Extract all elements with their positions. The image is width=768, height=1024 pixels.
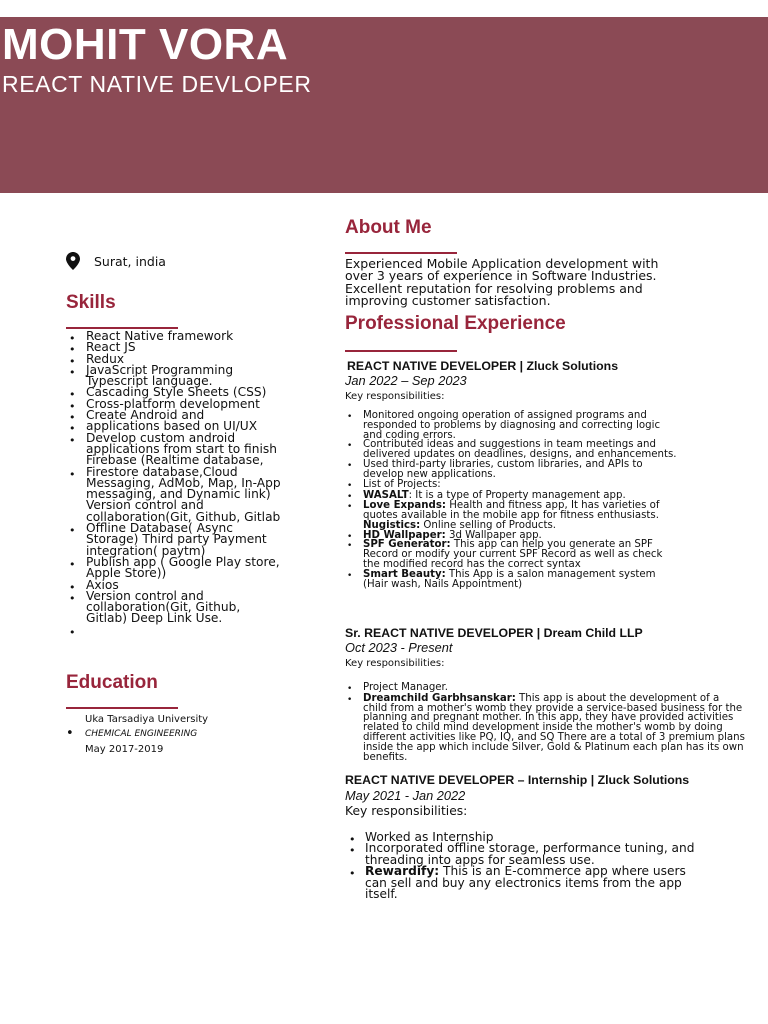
project-name: SPF Generator: bbox=[363, 539, 451, 551]
skill-item: • applications based on UI/UX bbox=[66, 421, 296, 432]
job-responsibilities-list bbox=[345, 832, 705, 900]
responsibility-text: : It is a type of Property management app. bbox=[408, 490, 626, 502]
education-underline bbox=[66, 707, 178, 709]
experience-underline bbox=[345, 350, 457, 352]
skill-item: integration( paytm) bbox=[86, 543, 206, 558]
page-top-margin bbox=[0, 0, 768, 17]
job-title: REACT NATIVE DEVELOPER | Zluck Solutions bbox=[347, 359, 619, 373]
project-name: HD Wallpaper: bbox=[363, 529, 446, 541]
candidate-role: REACT NATIVE DEVLOPER bbox=[2, 71, 312, 97]
responsibility-item bbox=[345, 480, 680, 490]
responsibility-text: Online selling of Products. bbox=[420, 519, 557, 531]
project-name: Nugistics: bbox=[363, 519, 421, 531]
skill-item: Gitlab) Deep Link Use. bbox=[86, 611, 223, 626]
key-responsibilities-label: Key responsibilities: bbox=[345, 658, 445, 669]
responsibility-text: 3d Wallpaper app. bbox=[445, 529, 542, 541]
key-responsibilities-label: Key responsibilities: bbox=[345, 804, 468, 818]
responsibility-text: Monitored ongoing operation of assigned programs and responded to problems by diagnosing and correcting logic and coding errors. bbox=[363, 410, 661, 441]
responsibility-item bbox=[345, 411, 680, 440]
skill-item: Typescript language. bbox=[86, 374, 213, 389]
education-heading: Education bbox=[66, 672, 158, 693]
job-responsibilities-list bbox=[345, 683, 745, 762]
responsibility-text: This app can help you generate an SPF Record or modify your current SPF Record as well as check the modified record has the correct syntax bbox=[363, 539, 663, 570]
location-pin-icon bbox=[66, 252, 80, 270]
education-bullet: • bbox=[66, 726, 74, 741]
skill-item: Version control and bbox=[86, 498, 204, 513]
responsibility-text: Worked as Internship bbox=[365, 830, 494, 844]
skill-item: Storage) Third party Payment bbox=[86, 532, 267, 547]
skill-item: • Develop custom android bbox=[66, 433, 296, 444]
responsibility-text: This app is about the development of a child from a mother's womb they provide a service-based business for the planning and pregnant mother. In this app, they have provided activities related to child mind development inside the mother's womb by doing different activities like PQ, IQ, and SQ There are a total of 3 premium plans inside the app which include Silver, Gold & Platinum each plan has its own benefits. bbox=[363, 692, 745, 763]
skill-item: • Offline Database( Async bbox=[66, 523, 296, 534]
responsibility-item bbox=[345, 694, 745, 763]
skill-item: • React Native framework bbox=[66, 331, 296, 342]
skill-item: Firebase (Realtime database, bbox=[86, 453, 264, 468]
skill-item: applications from start to finish bbox=[86, 441, 277, 456]
education-dates: May 2017-2019 bbox=[85, 744, 164, 755]
job-dates: Jan 2022 – Sep 2023 bbox=[345, 373, 467, 388]
responsibility-item bbox=[345, 570, 680, 590]
skill-item: Apple Store)) bbox=[86, 566, 167, 581]
location-row bbox=[66, 252, 166, 270]
responsibility-item bbox=[345, 501, 680, 530]
skill-item: collaboration(Git, Github, Gitlab bbox=[86, 509, 281, 524]
skill-item: • JavaScript Programming bbox=[66, 365, 296, 376]
job-title: REACT NATIVE DEVELOPER – Internship | Zluck Solutions bbox=[345, 773, 690, 787]
job-dates: Oct 2023 - Present bbox=[345, 640, 453, 655]
skill-item: • Cross-platform development bbox=[66, 399, 296, 410]
responsibility-text: Incorporated offline storage, performance tuning, and threading into apps for seamless use. bbox=[365, 841, 695, 867]
project-name: WASALT bbox=[363, 490, 409, 502]
skill-item: • Cascading Style Sheets (CSS) bbox=[66, 387, 296, 398]
responsibility-text: Project Manager. bbox=[363, 682, 449, 693]
about-text: Experienced Mobile Application development with over 3 years of experience in Software Industries. Excellent reputation for resolving problems and improving customer satisfaction. bbox=[345, 256, 659, 309]
skill-item: Messaging, AdMob, Map, In-App bbox=[86, 475, 281, 490]
project-name: Love Expands: bbox=[363, 500, 446, 512]
skills-heading: Skills bbox=[66, 292, 116, 313]
project-name: Smart Beauty: bbox=[363, 568, 446, 580]
experience-heading: Professional Experience bbox=[345, 313, 566, 334]
responsibility-item bbox=[345, 540, 680, 569]
project-name: Rewardify: bbox=[365, 864, 440, 879]
responsibility-text: List of Projects: bbox=[363, 478, 441, 490]
about-heading: About Me bbox=[345, 217, 432, 238]
responsibility-text: Used third-party libraries, custom libraries, and APIs to develop new applications. bbox=[363, 458, 643, 480]
resume-header bbox=[0, 17, 768, 193]
job-dates: May 2021 - Jan 2022 bbox=[345, 788, 466, 803]
responsibility-text: This is an E-commerce app where users can sell and buy any electronics items from the app itself. bbox=[365, 864, 686, 902]
skill-item: • Create Android and bbox=[66, 410, 296, 421]
skill-item: • Axios bbox=[66, 580, 296, 591]
skill-item: • Redux bbox=[66, 354, 296, 365]
responsibility-item bbox=[345, 866, 705, 900]
project-name: Dreamchild Garbhsanskar: bbox=[363, 692, 516, 704]
skill-item: • Publish app ( Google Play store, bbox=[66, 557, 296, 568]
job-responsibilities-list bbox=[345, 411, 680, 589]
education-degree: CHEMICAL ENGINEERING bbox=[85, 729, 198, 739]
key-responsibilities-label: Key responsibilities: bbox=[345, 391, 445, 402]
responsibility-item bbox=[345, 843, 705, 866]
skill-item: collaboration(Git, Github, bbox=[86, 600, 241, 615]
responsibility-text: Health and fitness app, It has varieties of quotes available in the mobile app for fitness enthusiasts. bbox=[363, 500, 660, 521]
skills-list bbox=[66, 331, 296, 625]
responsibility-item bbox=[345, 460, 680, 480]
job-title: Sr. REACT NATIVE DEVELOPER | Dream Child LLP bbox=[345, 626, 643, 640]
skill-item: • React JS bbox=[66, 342, 296, 353]
responsibility-item bbox=[345, 440, 680, 460]
skill-item: • Firestore database,Cloud bbox=[66, 467, 296, 478]
location-text: Surat, india bbox=[94, 253, 166, 269]
responsibility-text: Contributed ideas and suggestions in team meetings and delivered updates on deadlines, designs, and enhancements. bbox=[363, 439, 677, 461]
skill-item: • Version control and bbox=[66, 591, 296, 602]
about-underline bbox=[345, 252, 457, 254]
education-school: Uka Tarsadiya University bbox=[85, 714, 209, 725]
skill-item: messaging, and Dynamic link) bbox=[86, 487, 271, 502]
candidate-name: MOHIT VORA bbox=[2, 20, 289, 69]
responsibility-item bbox=[345, 683, 745, 693]
responsibility-text: This App is a salon management system (Hair wash, Nails Appointment) bbox=[363, 568, 656, 590]
